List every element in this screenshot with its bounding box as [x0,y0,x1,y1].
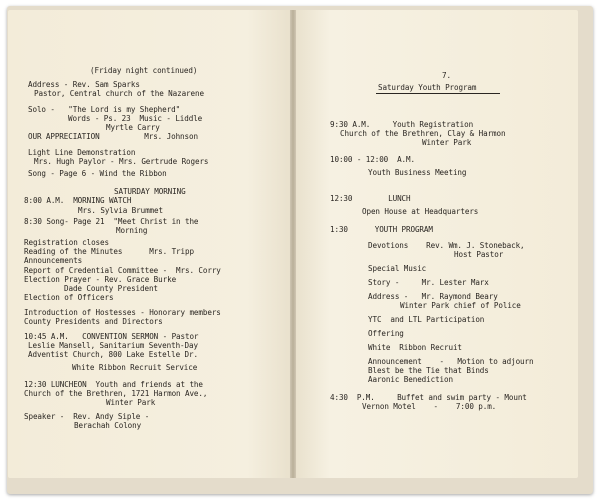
text-line: Blest be the Tie that Binds [368,366,489,375]
text-line: Report of Credential Committee - Mrs. Corry [24,266,221,275]
text-line: Church of the Brethren, 1721 Harmon Ave., [24,389,208,398]
text-line: Morning [116,226,148,235]
solo-line: Solo - "The Lord is my Shepherd" [28,105,181,114]
text-line: Registration closes [24,238,109,247]
text-line: Speaker - Rev. Andy Siple - [24,412,150,421]
text-line: Host Pastor [454,250,504,259]
text-line: White Ribbon Recruit Service [72,363,198,372]
left-page [8,10,290,478]
text-line: YTC and LTL Participation [368,315,485,324]
text-line: Church of the Brethren, Clay & Harmon [340,129,506,138]
text-line: Address - Mr. Raymond Beary [368,292,498,301]
text-line: 8:30 Song- Page 21 "Meet Christ in the [24,217,199,226]
text-line: Offering [368,329,404,338]
appreciation-line: OUR APPRECIATION Mrs. Johnson [28,132,198,141]
text-line: Election Prayer - Rev. Grace Burke [24,275,177,284]
text-line: Reading of the Minutes Mrs. Tripp [24,247,194,256]
text-line: Berachah Colony [74,421,142,430]
saturday-morning-heading: SATURDAY MORNING [114,187,186,196]
text-line: 1:30 YOUTH PROGRAM [330,225,433,234]
text-line: Leslie Mansell, Sanitarium Seventh-Day [28,341,198,350]
address-line: Address - Rev. Sam Sparks [28,80,140,89]
text-line: Aaronic Benediction [368,375,453,384]
text-line: 10:45 A.M. CONVENTION SERMON - Pastor [24,332,199,341]
text-line: Youth Business Meeting [368,168,467,177]
page-title: Saturday Youth Program [378,83,477,92]
text-line: White Ribbon Recruit [368,343,462,352]
text-line: Open House at Headquarters [362,207,479,216]
text-line: Introduction of Hostesses - Honorary members [24,308,221,317]
text-line: Dade County President [64,284,158,293]
text-line: Announcements [24,256,83,265]
text-line: Winter Park [422,138,472,147]
text-line: 12:30 LUNCHEON Youth and friends at the [24,380,203,389]
text-line: 9:30 A.M. Youth Registration [330,120,474,129]
text-line: Vernon Motel - 7:00 p.m. [362,402,497,411]
right-page [296,10,578,478]
text-line: Winter Park [106,398,156,407]
continued-heading: (Friday night continued) [90,66,198,75]
text-line: Light Line Demonstration [28,148,136,157]
text-line: Election of Officers [24,293,114,302]
text-line: Devotions Rev. Wm. J. Stoneback, [368,241,525,250]
text-line: Mrs. Sylvia Brummet [78,206,163,215]
text-line: Winter Park chief of Police [400,301,521,310]
text-line: Announcement - Motion to adjourn [368,357,534,366]
text-line: Story - Mr. Lester Marx [368,278,489,287]
song-line: Song - Page 6 - Wind the Ribbon [28,169,167,178]
text-line: County Presidents and Directors [24,317,163,326]
text-line: 4:30 P.M. Buffet and swim party - Mount [330,393,527,402]
text-line: Mrs. Hugh Paylor - Mrs. Gertrude Rogers [34,157,209,166]
title-underline [376,93,500,94]
text-line: 8:00 A.M. MORNING WATCH [24,196,132,205]
text-line: Pastor, Central church of the Nazarene [34,89,204,98]
text-line: Adventist Church, 800 Lake Estelle Dr. [28,350,198,359]
text-line: Special Music [368,264,427,273]
text-line: Words - Ps. 23 Music - Liddle [68,114,203,123]
text-line: 10:00 - 12:00 A.M. [330,155,415,164]
text-line: Myrtle Carry [106,123,160,132]
page-number: 7. [442,71,451,80]
text-line: 12:30 LUNCH [330,194,411,203]
